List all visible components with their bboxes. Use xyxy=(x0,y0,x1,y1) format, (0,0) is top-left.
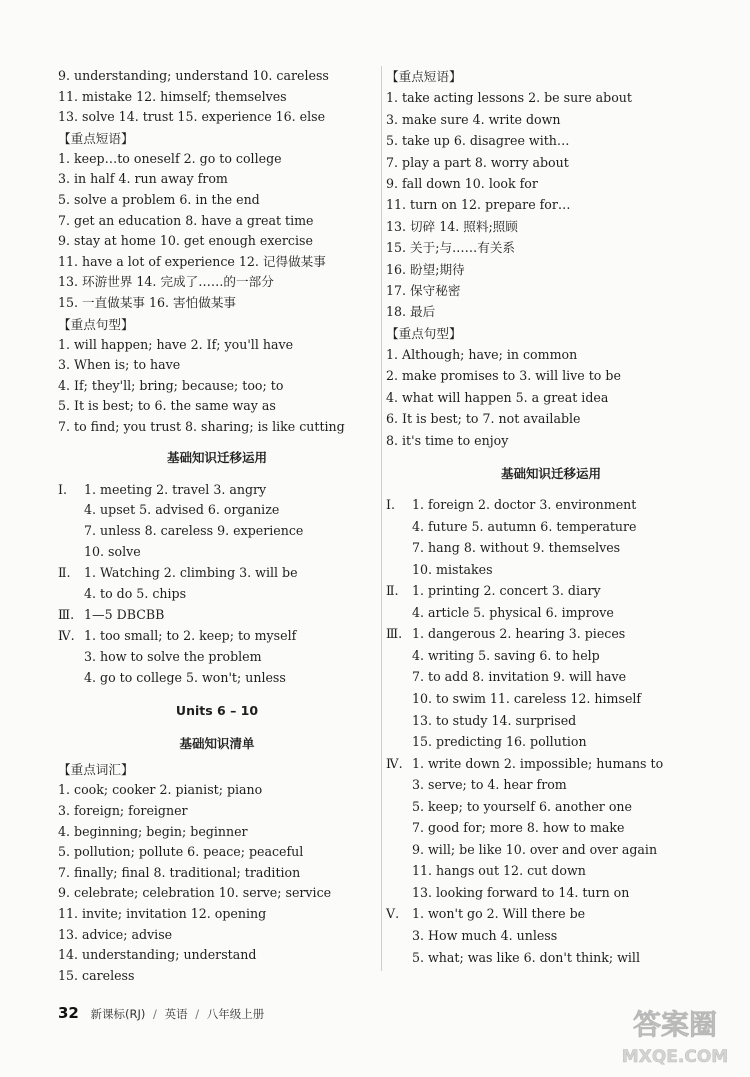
footer-separator: / xyxy=(153,1007,157,1021)
roman-numeral: Ⅳ. xyxy=(386,755,403,771)
answer-line: 5. It is best; to 6. the same way as xyxy=(58,398,276,414)
left-column xyxy=(58,66,376,986)
exercise-text: 4. to do 5. chips xyxy=(84,585,187,601)
right-exercises xyxy=(386,494,716,968)
exercise-line xyxy=(58,584,376,605)
units-title: Units 6 – 10 xyxy=(175,703,259,719)
answer-line: 3. make sure 4. write down xyxy=(386,111,561,127)
page-footer xyxy=(58,1004,264,1022)
section-header-patterns: 【重点句型】 xyxy=(386,325,462,341)
answer-line: 7. play a part 8. worry about xyxy=(386,154,569,170)
answer-line: 15. 一直做某事 16. 害怕做某事 xyxy=(58,294,237,310)
exercise-line xyxy=(386,947,716,969)
section-title-transfer: 基础知识迁移运用 xyxy=(166,449,267,465)
exercise-line xyxy=(386,839,716,861)
left-top-lines xyxy=(58,66,376,128)
answer-line: 4. If; they'll; bring; because; too; to xyxy=(58,377,284,393)
watermark-bottom-text: MXQE.COM xyxy=(621,1047,729,1067)
exercise-line xyxy=(58,542,376,563)
roman-numeral: Ⅲ. xyxy=(58,606,75,622)
right-phrases-list xyxy=(386,87,716,322)
section-header-phrases: 【重点短语】 xyxy=(58,130,134,146)
exercise-text: 11. hangs out 12. cut down xyxy=(412,863,586,879)
roman-numeral: Ⅴ. xyxy=(386,906,400,922)
answer-line: 11. invite; invitation 12. opening xyxy=(58,905,267,921)
exercise-line xyxy=(386,602,716,624)
exercise-text: 1. foreign 2. doctor 3. environment xyxy=(412,497,637,513)
exercise-text: 13. to study 14. surprised xyxy=(412,712,577,728)
exercise-text: 1—5 DBCBB xyxy=(84,606,165,622)
right-patterns-list xyxy=(386,344,716,451)
exercise-text: 5. keep; to yourself 6. another one xyxy=(412,798,632,814)
answer-line: 13. solve 14. trust 15. experience 16. else xyxy=(58,109,326,125)
answer-line: 7. to find; you trust 8. sharing; is like cutting xyxy=(58,418,345,434)
exercise-text: 1. Watching 2. climbing 3. will be xyxy=(84,565,298,581)
roman-numeral: Ⅱ. xyxy=(58,565,71,581)
exercise-text: 7. to add 8. invitation 9. will have xyxy=(412,669,627,685)
answer-line: 13. 切碎 14. 照料;照顾 xyxy=(386,218,518,234)
answer-line: 16. 盼望;期待 xyxy=(386,261,465,277)
exercise-line xyxy=(386,882,716,904)
section-header-vocab: 【重点词汇】 xyxy=(58,762,134,778)
left-patterns-list xyxy=(58,335,376,438)
answer-line: 6. It is best; to 7. not available xyxy=(386,411,581,427)
left-exercises xyxy=(58,480,376,689)
exercise-text: 3. How much 4. unless xyxy=(412,927,558,943)
exercise-line xyxy=(386,903,716,925)
answer-line: 1. Although; have; in common xyxy=(386,347,578,363)
footer-subject: 英语 xyxy=(164,1007,188,1021)
answer-line: 1. keep…to oneself 2. go to college xyxy=(58,150,282,166)
exercise-line xyxy=(386,753,716,775)
exercise-text: 3. how to solve the problem xyxy=(84,648,262,664)
exercise-line xyxy=(58,626,376,647)
exercise-line xyxy=(386,817,716,839)
exercise-text: 1. write down 2. impossible; humans to xyxy=(412,755,664,771)
roman-numeral: Ⅲ. xyxy=(386,626,403,642)
exercise-line xyxy=(386,494,716,516)
section-header-patterns: 【重点句型】 xyxy=(58,316,134,332)
right-column xyxy=(386,66,716,968)
answer-line: 9. celebrate; celebration 10. serve; service xyxy=(58,885,332,901)
exercise-text: 7. good for; more 8. how to make xyxy=(412,820,625,836)
answer-line: 9. understanding; understand 10. careless xyxy=(58,68,329,83)
answer-line: 3. When is; to have xyxy=(58,357,181,373)
column-divider xyxy=(381,66,382,971)
left-vocab-list xyxy=(58,780,376,986)
answer-line: 1. will happen; have 2. If; you'll have xyxy=(58,336,294,352)
answer-line: 7. get an education 8. have a great time xyxy=(58,212,314,228)
footer-series: 新课标(RJ) xyxy=(90,1007,146,1021)
watermark-logo xyxy=(610,1000,740,1070)
left-phrases-list xyxy=(58,149,376,314)
exercise-text: 5. what; was like 6. don't think; will xyxy=(412,949,640,965)
exercise-line xyxy=(386,580,716,602)
exercise-text: 1. printing 2. concert 3. diary xyxy=(412,583,601,599)
answer-line: 4. beginning; begin; beginner xyxy=(58,823,248,839)
answer-line: 7. finally; final 8. traditional; tradition xyxy=(58,864,301,880)
exercise-text: 10. mistakes xyxy=(412,561,493,577)
exercise-text: 4. article 5. physical 6. improve xyxy=(412,604,614,620)
exercise-text: 3. serve; to 4. hear from xyxy=(412,777,567,793)
exercise-text: 9. will; be like 10. over and over again xyxy=(412,841,658,857)
section-header-phrases: 【重点短语】 xyxy=(386,69,462,84)
answer-line: 15. 关于;与……有关系 xyxy=(386,240,516,256)
exercise-text: 4. go to college 5. won't; unless xyxy=(84,669,286,685)
exercise-line xyxy=(386,623,716,645)
exercise-line xyxy=(386,731,716,753)
exercise-line xyxy=(58,500,376,521)
exercise-line xyxy=(386,710,716,732)
exercise-line xyxy=(386,537,716,559)
exercise-line xyxy=(58,521,376,542)
exercise-text: 4. future 5. autumn 6. temperature xyxy=(412,518,637,534)
exercise-line xyxy=(386,796,716,818)
answer-line: 4. what will happen 5. a great idea xyxy=(386,389,609,405)
answer-line: 5. pollution; pollute 6. peace; peaceful xyxy=(58,844,304,860)
footer-grade: 八年级上册 xyxy=(206,1007,265,1021)
answer-line: 18. 最后 xyxy=(386,304,436,320)
answer-line: 9. stay at home 10. get enough exercise xyxy=(58,233,313,249)
answer-line: 5. solve a problem 6. in the end xyxy=(58,191,260,207)
answer-line: 3. foreign; foreigner xyxy=(58,803,188,818)
answer-line: 1. cook; cooker 2. pianist; piano xyxy=(58,782,263,798)
exercise-line xyxy=(386,688,716,710)
roman-numeral: Ⅳ. xyxy=(58,627,75,643)
answer-line: 5. take up 6. disagree with… xyxy=(386,133,570,149)
exercise-text: 4. writing 5. saving 6. to help xyxy=(412,647,600,663)
section-title-transfer: 基础知识迁移运用 xyxy=(500,466,601,482)
answer-line: 15. careless xyxy=(58,967,135,983)
exercise-text: 13. looking forward to 14. turn on xyxy=(412,884,630,900)
watermark-top-text: 答案圈 xyxy=(632,1008,718,1041)
exercise-line xyxy=(386,666,716,688)
exercise-line xyxy=(58,668,376,689)
answer-line: 13. 环游世界 14. 完成了……的一部分 xyxy=(58,274,274,290)
answer-line: 11. have a lot of experience 12. 记得做某事 xyxy=(58,253,326,269)
exercise-text: 10. solve xyxy=(84,544,141,560)
exercise-text: 10. to swim 11. careless 12. himself xyxy=(412,690,642,706)
page-number: 32 xyxy=(58,1004,79,1022)
roman-numeral: Ⅰ. xyxy=(386,497,395,513)
footer-separator: / xyxy=(195,1007,200,1021)
answer-line: 17. 保守秘密 xyxy=(386,282,461,298)
answer-line: 13. advice; advise xyxy=(58,926,173,942)
exercise-text: 1. meeting 2. travel 3. angry xyxy=(84,481,267,497)
answer-line: 2. make promises to 3. will live to be xyxy=(386,368,621,384)
exercise-line xyxy=(386,774,716,796)
answer-line: 9. fall down 10. look for xyxy=(386,175,538,191)
answer-line: 3. in half 4. run away from xyxy=(58,171,228,187)
roman-numeral: Ⅰ. xyxy=(58,481,67,497)
exercise-line xyxy=(58,480,376,501)
answer-line: 11. turn on 12. prepare for… xyxy=(386,197,571,213)
exercise-line xyxy=(58,563,376,584)
exercise-text: 1. too small; to 2. keep; to myself xyxy=(84,627,297,643)
exercise-line xyxy=(58,605,376,626)
answer-line: 1. take acting lessons 2. be sure about xyxy=(386,90,632,106)
answer-line: 14. understanding; understand xyxy=(58,947,257,963)
answer-line: 11. mistake 12. himself; themselves xyxy=(58,88,287,104)
exercise-line xyxy=(386,645,716,667)
exercise-text: 1. won't go 2. Will there be xyxy=(412,906,586,922)
exercise-line xyxy=(386,516,716,538)
exercise-line xyxy=(386,925,716,947)
exercise-text: 7. unless 8. careless 9. experience xyxy=(84,523,304,539)
exercise-text: 7. hang 8. without 9. themselves xyxy=(412,540,621,556)
section-title-checklist: 基础知识清单 xyxy=(179,736,255,752)
exercise-text: 15. predicting 16. pollution xyxy=(412,734,587,750)
exercise-text: 4. upset 5. advised 6. organize xyxy=(84,502,280,518)
exercise-text: 1. dangerous 2. hearing 3. pieces xyxy=(412,626,626,642)
exercise-line xyxy=(386,559,716,581)
exercise-line xyxy=(386,860,716,882)
roman-numeral: Ⅱ. xyxy=(386,583,399,599)
exercise-line xyxy=(58,647,376,668)
answer-line: 8. it's time to enjoy xyxy=(386,432,509,448)
